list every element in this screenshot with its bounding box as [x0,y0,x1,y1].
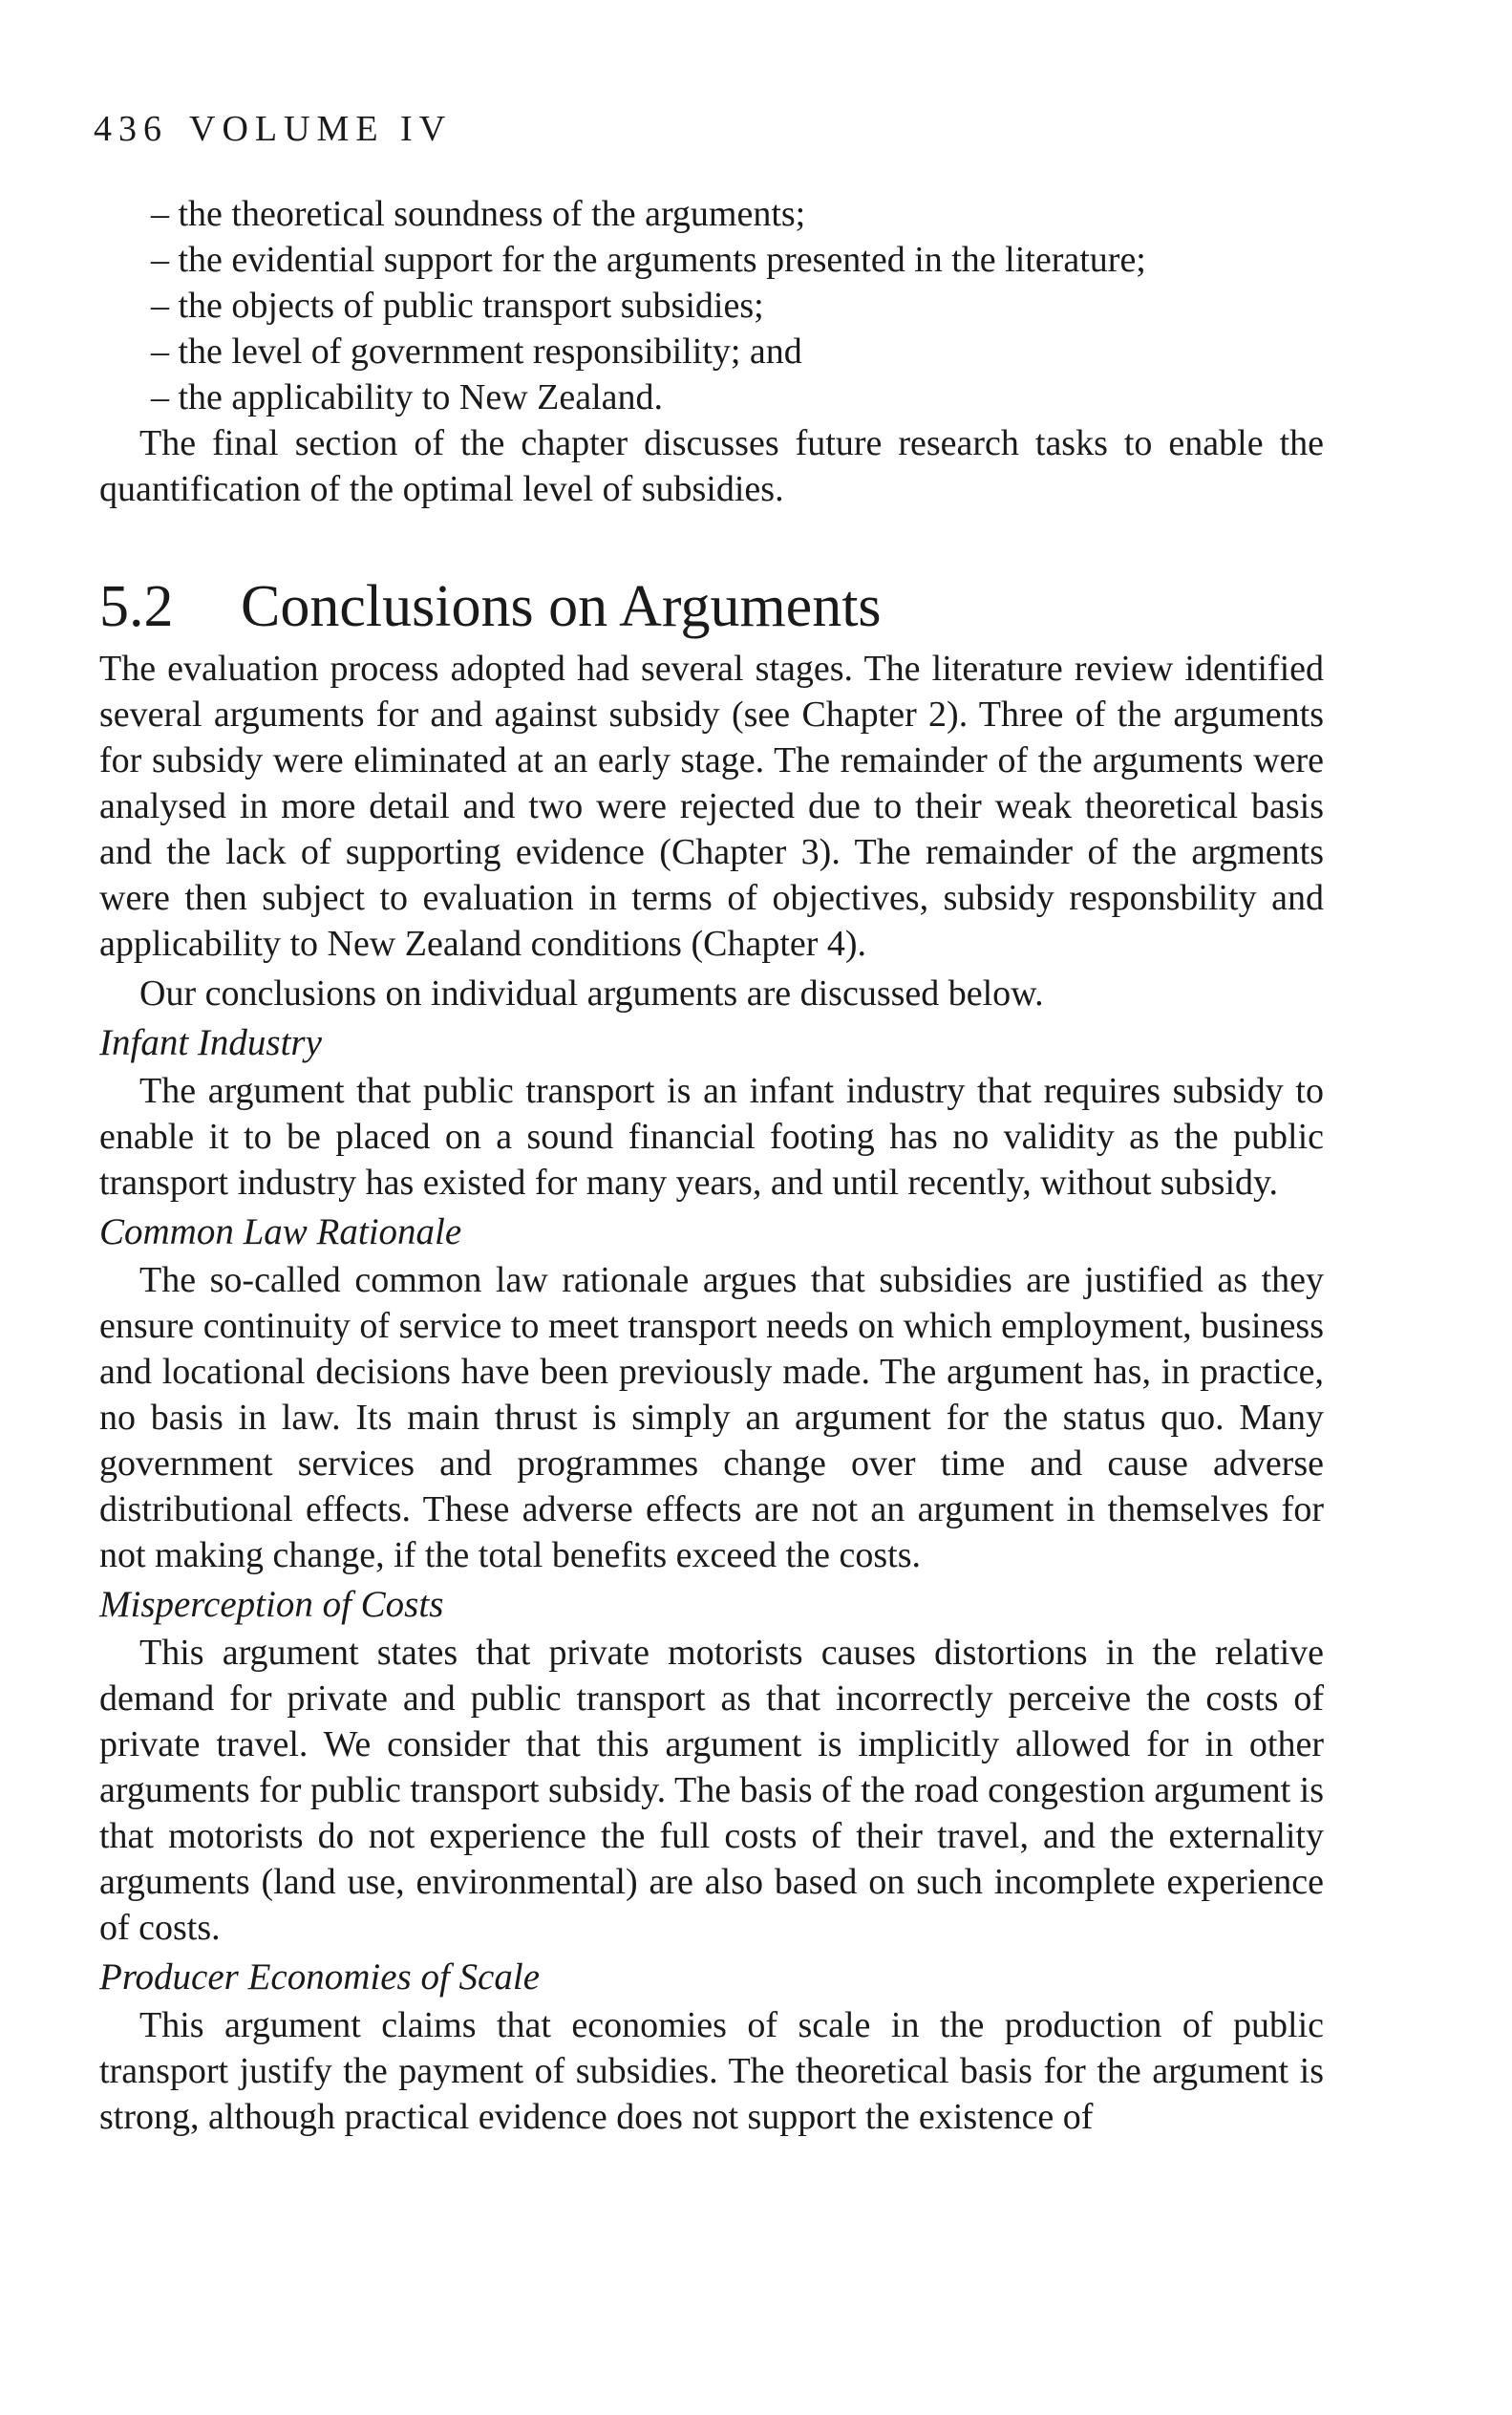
volume-label: VOLUME IV [189,109,453,149]
list-item: – the applicability to New Zealand. [151,377,664,417]
subsection-text-infant-industry: The argument that public transport is an infant industry that requires subsidy to enable it to be placed on a sound financial footing has no validity as the public transport industry has existed for many years, and until recently, without subsidy. [99,1071,1324,1203]
subsection-text-misperception-of-costs: This argument states that private motorists causes distortions in the relative demand for private and public transport as that incorrectly perceive the costs of private travel. We consider that this argument is implicitly allowed for in other arguments for public transport subsidy. The basis of the road congestion argument is that motorists do not experience the full costs of their travel, and the externality arguments (land use, environmental) are also based on such incomplete experience of costs. [99,1633,1324,1948]
page-number: 436 [94,109,168,149]
subsection-heading-producer-economies-of-scale: Producer Economies of Scale [99,1956,541,1998]
section-number: 5.2 [99,574,174,639]
section-paragraph: Our conclusions on individual arguments are discussed below. [139,973,1044,1014]
list-item: – the theoretical soundness of the arguments; [151,194,806,234]
list-item: – the level of government responsibility; and [151,331,802,372]
subsection-heading-misperception-of-costs: Misperception of Costs [99,1584,444,1625]
subsection-text-common-law-rationale: The so-called common law rationale argues that subsidies are justified as they ensure continuity of service to meet transport needs on which employment, business and locational decisions have been previously made. The argument has, in practice, no basis in law. Its main thrust is simply an argument for the status quo. Many government services and programmes change over time and cause adverse distributional effects. These adverse effects are not an argument in themselves for not making change, if the total benefits exceed the costs. [99,1260,1324,1575]
section-title: Conclusions on Arguments [241,574,882,639]
body-text [99,191,1324,2140]
intro-paragraph: The final section of the chapter discusses future research tasks to enable the quantification of the optimal level of subsidies. [99,423,1324,509]
section-paragraph: The evaluation process adopted had several stages. The literature review identified several arguments for and against subsidy (see Chapter 2). Three of the arguments for subsidy were eliminated at an early stage. The remainder of the arguments were analysed in more detail and two were rejected due to their weak theoretical basis and the lack of supporting evidence (Chapter 3). The remainder of the argments were then subject to evaluation in terms of objectives, subsidy responsbility and applicability to New Zealand conditions (Chapter 4). [99,649,1324,964]
running-header [94,107,452,151]
list-item: – the objects of public transport subsidies; [151,286,764,326]
section-heading [99,573,1324,640]
list-item: – the evidential support for the arguments presented in the literature; [151,240,1146,280]
subsection-heading-infant-industry: Infant Industry [99,1022,322,1063]
subsection-heading-common-law-rationale: Common Law Rationale [99,1211,462,1252]
subsection-text-producer-economies-of-scale: This argument claims that economies of scale in the production of public transport justify the payment of subsidies. The theoretical basis for the argument is strong, although practical evidence does not support the existence of [99,2005,1324,2137]
criteria-list [99,191,1324,420]
